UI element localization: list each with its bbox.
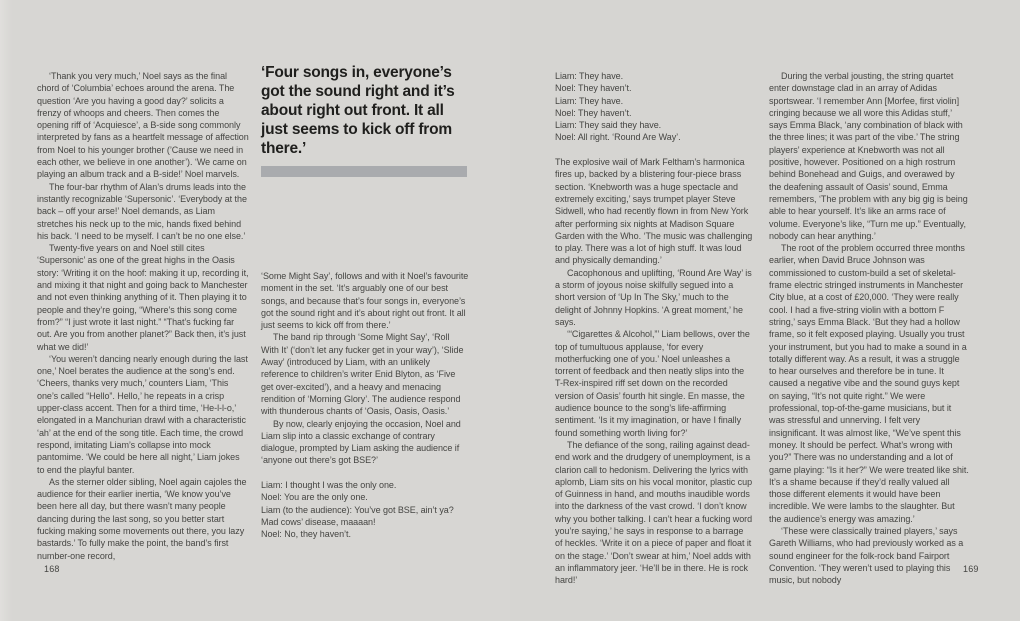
dialogue-line: Liam: I thought I was the only one. [261, 480, 397, 491]
dialogue-line: Noel: You are the only one. [261, 492, 368, 503]
paragraph: ‘“Cigarettes & Alcohol,”’ Liam bellows, over the top of tumultuous applause, ‘for every motherfucking one of you.’ Noel unleashes a torrent of feedback and then neatly slips into the T-Rex-inspired riff set down on the recorded version of Oasis’ fourth hit single. En masse, the audience bounce to the song’s life-affirming sentiment. ‘Is it my imagination, or have I finally found something worth living for?’ [555, 329, 750, 438]
paragraph: By now, clearly enjoying the occasion, Noel and Liam slip into a classic exchange of contrary dialogue, prompted by Liam asking the audience if ‘anyone out there’s got BSE?’ [261, 418, 461, 466]
dialogue-line: Liam: They have. [555, 71, 624, 81]
dialogue-line: Noel: No, they haven’t. [261, 529, 351, 540]
paragraph: The four-bar rhythm of Alan’s drums leads into the instantly recognizable ‘Supersonic’. ‘Everybody at the back – off your arse!’ Noel demands, as Liam stretches his neck up to the mic, hands fixed behind his back. ‘I need to be myself. I can’t be no one else.’ [37, 181, 247, 241]
column-4-body-text [769, 70, 969, 586]
dialogue-line: Noel: They haven’t. [555, 107, 632, 118]
dialogue-line: Noel: All right. ‘Round Are Way’. [555, 132, 681, 143]
pull-quote-divider-bar [261, 166, 467, 177]
pull-quote: ‘Four songs in, everyone’s got the sound right and it’s about right out front. It all just seems to kick off from there.’ [261, 64, 455, 157]
paragraph: During the verbal jousting, the string quartet enter downstage clad in an array of Adidas sportswear. ‘I remember Ann [Morfee, first violin] cringing because we all wore this Adidas stuff,’ says Emma Black, ‘any combination of black with the three lines; it was part of the vibe.’ The string players’ experience at Knebworth was not all positive, however. Positioned on a high rostrum behind Bonehead and Guigs, and overawed by the deafening assault of Oasis’ sound, Emma remembers, ‘The problem with any big gig is being able to hear yourself. It’s like an arms race of volume. Everyone’s like, “Turn me up.” Eventually, nobody can hear anything.’ [769, 71, 968, 241]
paragraph: ‘Some Might Say’, follows and with it Noel’s favourite moment in the set. ‘It’s arguably one of our best songs, and because that’s four songs in, everyone’s got the sound right and it’s about right out front. It all just seems to kick off from there.’ [261, 271, 469, 331]
paragraph-gap [261, 467, 469, 479]
paragraph: The defiance of the song, railing against dead-end work and the drudgery of unemployment, is a clarion call to hedonism. Delivering the lyrics with aplomb, Liam sits on his vocal monitor, plastic cup of Guinness in hand, and mouths inaudible words into the darkness of the vast crowd. ‘I don’t know why you bother talking. I can’t hear a fucking word you’re saying,’ he says in response to a barrage of heckles. ‘Write it on a piece of paper and float it on the stage.’ ‘Don’t swear at him,’ Noel adds with an inflammatory jeer. ‘He’ll be in there. He is rock hard!’ [555, 439, 753, 586]
page-number-left: 168 [44, 564, 60, 574]
column-3-body-text [555, 70, 753, 586]
paragraph: The explosive wail of Mark Feltham’s harmonica fires up, backed by a blistering four-piece brass section. ‘Knebworth was a huge spectacle and extremely exciting,’ says trumpet player Steve Sidwell, who had recently flown in from New York after performing six nights at Madison Square Garden with the Who. ‘The music was challenging to play. There was a lot of high stuff. It was loud and physically demanding.’ [555, 157, 753, 266]
column-2-body-text [261, 270, 469, 541]
paragraph: Twenty-five years on and Noel still cites ‘Supersonic’ as one of the great highs in the Oasis story: ‘Writing it on the hoof: making it up, recording it, and mixing it that night and going back to Manchester and not even thinking anything of it. Then playing it to people and they’re going, “Where’s this song come from?” “I just wrote it last night.” “That’s fucking far out. Are you from another planet?” Back then, it’s just what we did!’ [37, 243, 249, 352]
paragraph: ‘You weren’t dancing nearly enough during the last one,’ Noel berates the audience at the song’s end. ‘Cheers, thanks very much,’ counters Liam, ‘This one’s called “Hello”. Hello,’ he repeats in a crisp upper-class accent. Then for a third time, ‘He-l-l-o,’ elongated in a Manchurian drawl with a characteristic ‘ah’ at the end of the song title. Each time, the crowd respond, imitating Liam’s collapse into mock pantomime. ‘We could be here all night,’ Liam jokes to end the playful banter. [37, 353, 248, 475]
column-1-body-text [37, 70, 249, 562]
paragraph: ‘These were classically trained players,’ says Gareth Williams, who had previously worked as a sound engineer for the folk-rock band Fairport Convention. ‘They weren’t used to playing this music, but nobody [769, 525, 964, 586]
paragraph: The root of the problem occurred three months earlier, when David Bruce Johnson was commissioned to custom-build a set of skeletal-frame electric stringed instruments in Manchester City blue, at a cost of £20,000. ‘They were really cool. I had a five-string violin with a bottom F string,’ says Emma Black. ‘But they had a hollow frame, so it felt exposed playing. Usually you trust your instrument, but you had to make a sound in a totally different way. As a result, it was a struggle to hear ourselves and therefore be in tune. It caused a negative vibe and the sound guys kept on saying, “It’s not quite right.” We were professional, top-of-the-game musicians, but it was stressful and unnerving. I felt very insignificant. It was almost like, “We’ve spent this money. It should be perfect. What’s wrong with you?” There was no understanding and a lot of game playing: “Is it her?” We were treated like shit. It’s a shame because if they’d really valued all those different elements it would have been incredible. We were lambs to the slaughter. But the audience’s energy was amazing.’ [769, 243, 969, 524]
paragraph: As the sterner older sibling, Noel again cajoles the audience for their earlier inertia, ‘We know you’ve been here all day, but there wasn’t many people dancing during the last song, so you better start fucking making some movements out there, you lazy bastards.’ To fully make the point, the band’s first number-one record, [37, 476, 247, 561]
paragraph: Cacophonous and uplifting, ‘Round Are Way’ is a storm of joyous noise skilfully segued into a short version of ‘Up In The Sky,’ much to the delight of Johnny Hopkins. ‘A great moment,’ he says. [555, 267, 752, 327]
page-number-right: 169 [963, 564, 979, 574]
paragraph: The band rip through ‘Some Might Say’, ‘Roll With It’ (‘don’t let any fucker get in your way’), ‘Slide Away’ (introduced by Liam, with an unlikely reference to children’s writer Enid Blyton, as ‘Five get over-excited’), and a heavy and menacing rendition of ‘Morning Glory’. The audience respond with thunderous chants of ‘Oasis, Oasis, Oasis.’ [261, 332, 464, 417]
paragraph: ‘Thank you very much,’ Noel says as the final chord of ‘Columbia’ echoes around the arena. The question ‘Are you having a good day?’ solicits a frenzy of whoops and cheers. Then comes the opening riff of ‘Acquiesce’, a B-side song commonly interpreted by fans as a heartfelt message of affection from Noel to his younger brother (’Cause we need in each other, we believe in one another’). ‘We came on playing an album track and a B-side!’ Noel marvels. [37, 71, 249, 180]
dialogue-line: Liam: They have. [555, 95, 624, 106]
dialogue-line: Noel: They haven’t. [555, 83, 632, 94]
dialogue-line: Liam (to the audience): You’ve got BSE, ain’t ya? Mad cows’ disease, maaaan! [261, 504, 454, 527]
paragraph-gap [555, 144, 753, 156]
dialogue-line: Liam: They said they have. [555, 120, 662, 131]
